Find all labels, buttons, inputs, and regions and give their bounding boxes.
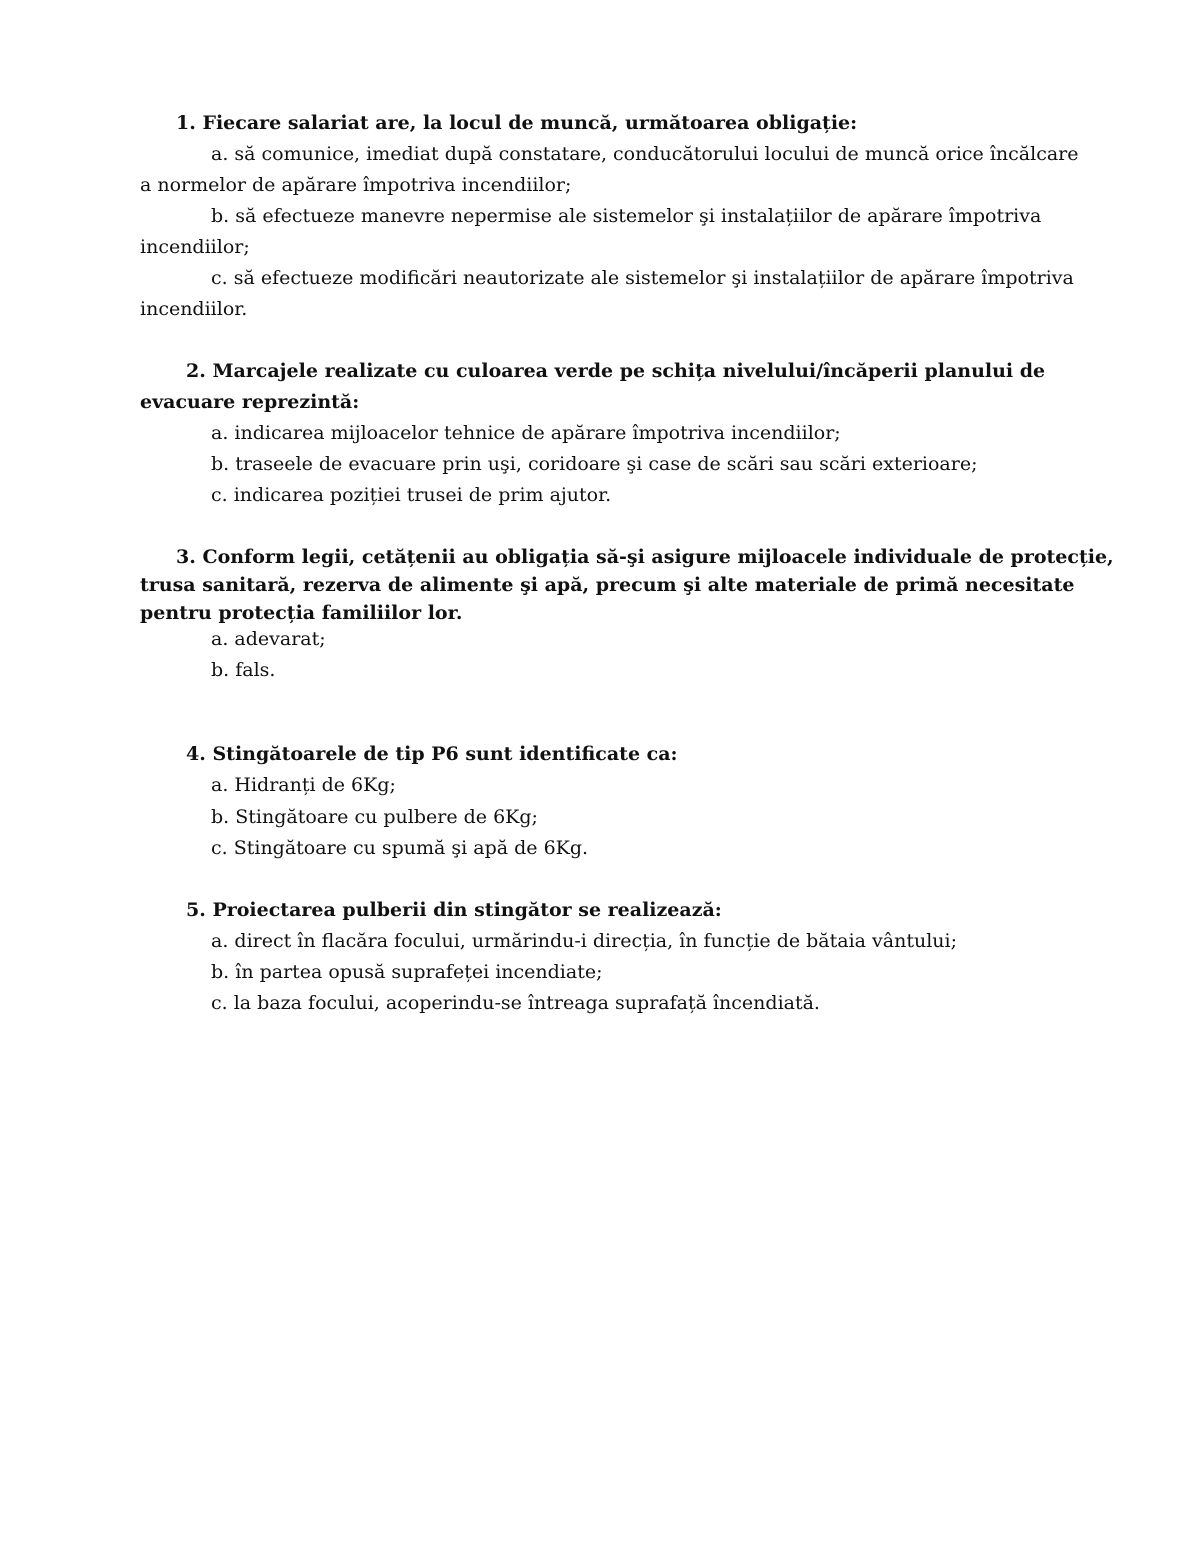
question-1-option-b-continued: incendiilor; <box>140 236 250 258</box>
question-4-option-c: c. Stingătoare cu spumă şi apă de 6Kg. <box>211 837 589 859</box>
question-5-title: 5. Proiectarea pulberii din stingător se realizează: <box>186 899 722 921</box>
question-3-title-line-2: trusa sanitară, rezerva de alimente şi apă, precum şi alte materiale de primă necesitate <box>140 574 1075 596</box>
question-5-option-b: b. în partea opusă suprafeței incendiate; <box>211 961 603 983</box>
question-2-option-b: b. traseele de evacuare prin uşi, coridoare şi case de scări sau scări exterioare; <box>211 453 978 475</box>
question-1-option-a: a. să comunice, imediat după constatare, conducătorului locului de muncă orice încălcare <box>211 143 1079 165</box>
question-4-option-a: a. Hidranți de 6Kg; <box>211 774 396 796</box>
question-2-option-c: c. indicarea poziției trusei de prim ajutor. <box>211 484 612 506</box>
question-1-title: 1. Fiecare salariat are, la locul de muncă, următoarea obligație: <box>176 112 858 134</box>
question-5-option-c: c. la baza focului, acoperindu-se întreaga suprafață încendiată. <box>211 992 820 1014</box>
question-2-title: 2. Marcajele realizate cu culoarea verde pe schița nivelului/încăperii planului de <box>186 360 1046 382</box>
question-3-option-b: b. fals. <box>211 659 276 681</box>
question-5-option-a: a. direct în flacăra focului, urmărindu-i direcția, în funcție de bătaia vântului; <box>211 930 958 952</box>
question-1-option-c-continued: incendiilor. <box>140 298 248 320</box>
question-2-option-a: a. indicarea mijloacelor tehnice de apărare împotriva incendiilor; <box>211 422 841 444</box>
question-3-option-a: a. adevarat; <box>211 628 326 650</box>
question-1-option-c: c. să efectueze modificări neautorizate ale sistemelor şi instalațiilor de apărare împotriva <box>211 267 1074 289</box>
question-3-title-line-3: pentru protecția familiilor lor. <box>140 602 463 624</box>
question-1-option-a-continued: a normelor de apărare împotriva incendiilor; <box>140 174 572 196</box>
question-3-title: 3. Conform legii, cetățenii au obligația să-şi asigure mijloacele individuale de protecție, <box>176 546 1114 568</box>
question-4-option-b: b. Stingătoare cu pulbere de 6Kg; <box>211 806 538 828</box>
question-2-title-continued: evacuare reprezintă: <box>140 391 360 413</box>
question-1-option-b: b. să efectueze manevre nepermise ale sistemelor şi instalațiilor de apărare împotriva <box>211 205 1042 227</box>
question-4-title: 4. Stingătoarele de tip P6 sunt identificate ca: <box>186 743 678 765</box>
